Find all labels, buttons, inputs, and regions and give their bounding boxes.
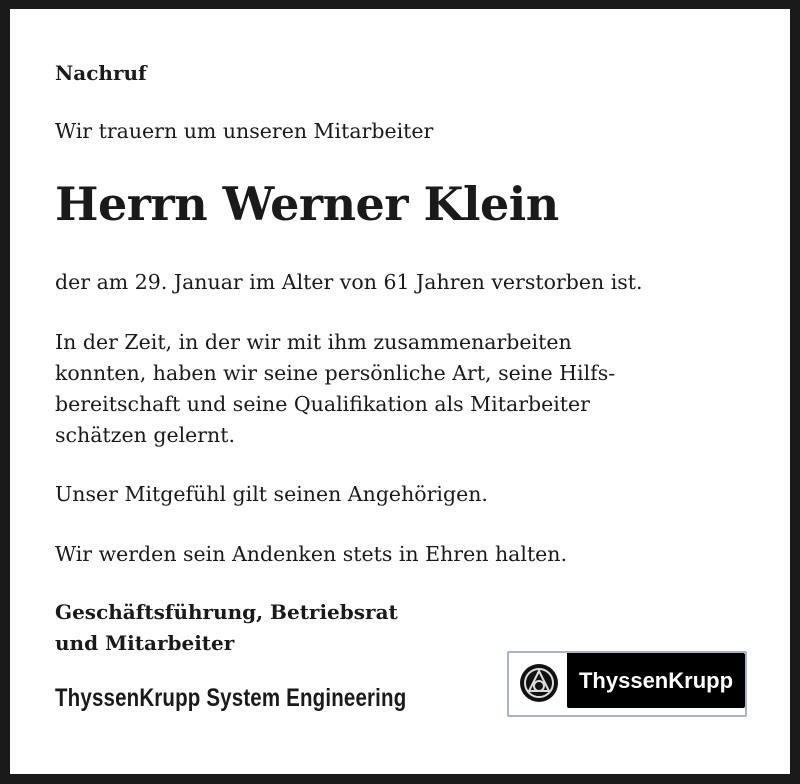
obituary-notice [10,9,790,774]
deceased-name: Herrn Werner Klein [55,177,559,231]
thyssenkrupp-emblem-icon [519,663,559,703]
signature-line: Geschäftsführung, Betriebsrat [55,600,398,624]
death-line: der am 29. Januar im Alter von 61 Jahren verstorben ist. [55,270,643,294]
company-name: ThyssenKrupp System Engineering [55,684,407,712]
remembrance-line: Wir werden sein Andenken stets in Ehren halten. [55,542,568,566]
signature-line: und Mitarbeiter [55,631,235,655]
intro-line: Wir trauern um unseren Mitarbeiter [55,119,434,143]
paragraph-line: In der Zeit, in der wir mit ihm zusammenarbeiten [55,330,572,354]
signature [55,597,398,659]
heading: Nachruf [55,61,147,85]
paragraph-line: bereitschaft und seine Qualifikation als Mitarbeiter [55,392,590,416]
sympathy-line: Unser Mitgefühl gilt seinen Angehörigen. [55,482,488,506]
thyssenkrupp-logo [507,651,747,717]
logo-text: ThyssenKrupp [567,653,745,708]
tribute-paragraph [55,327,615,451]
paragraph-line: schätzen gelernt. [55,423,236,447]
paragraph-line: konnten, haben wir seine persönliche Art, seine Hilfs- [55,361,616,385]
